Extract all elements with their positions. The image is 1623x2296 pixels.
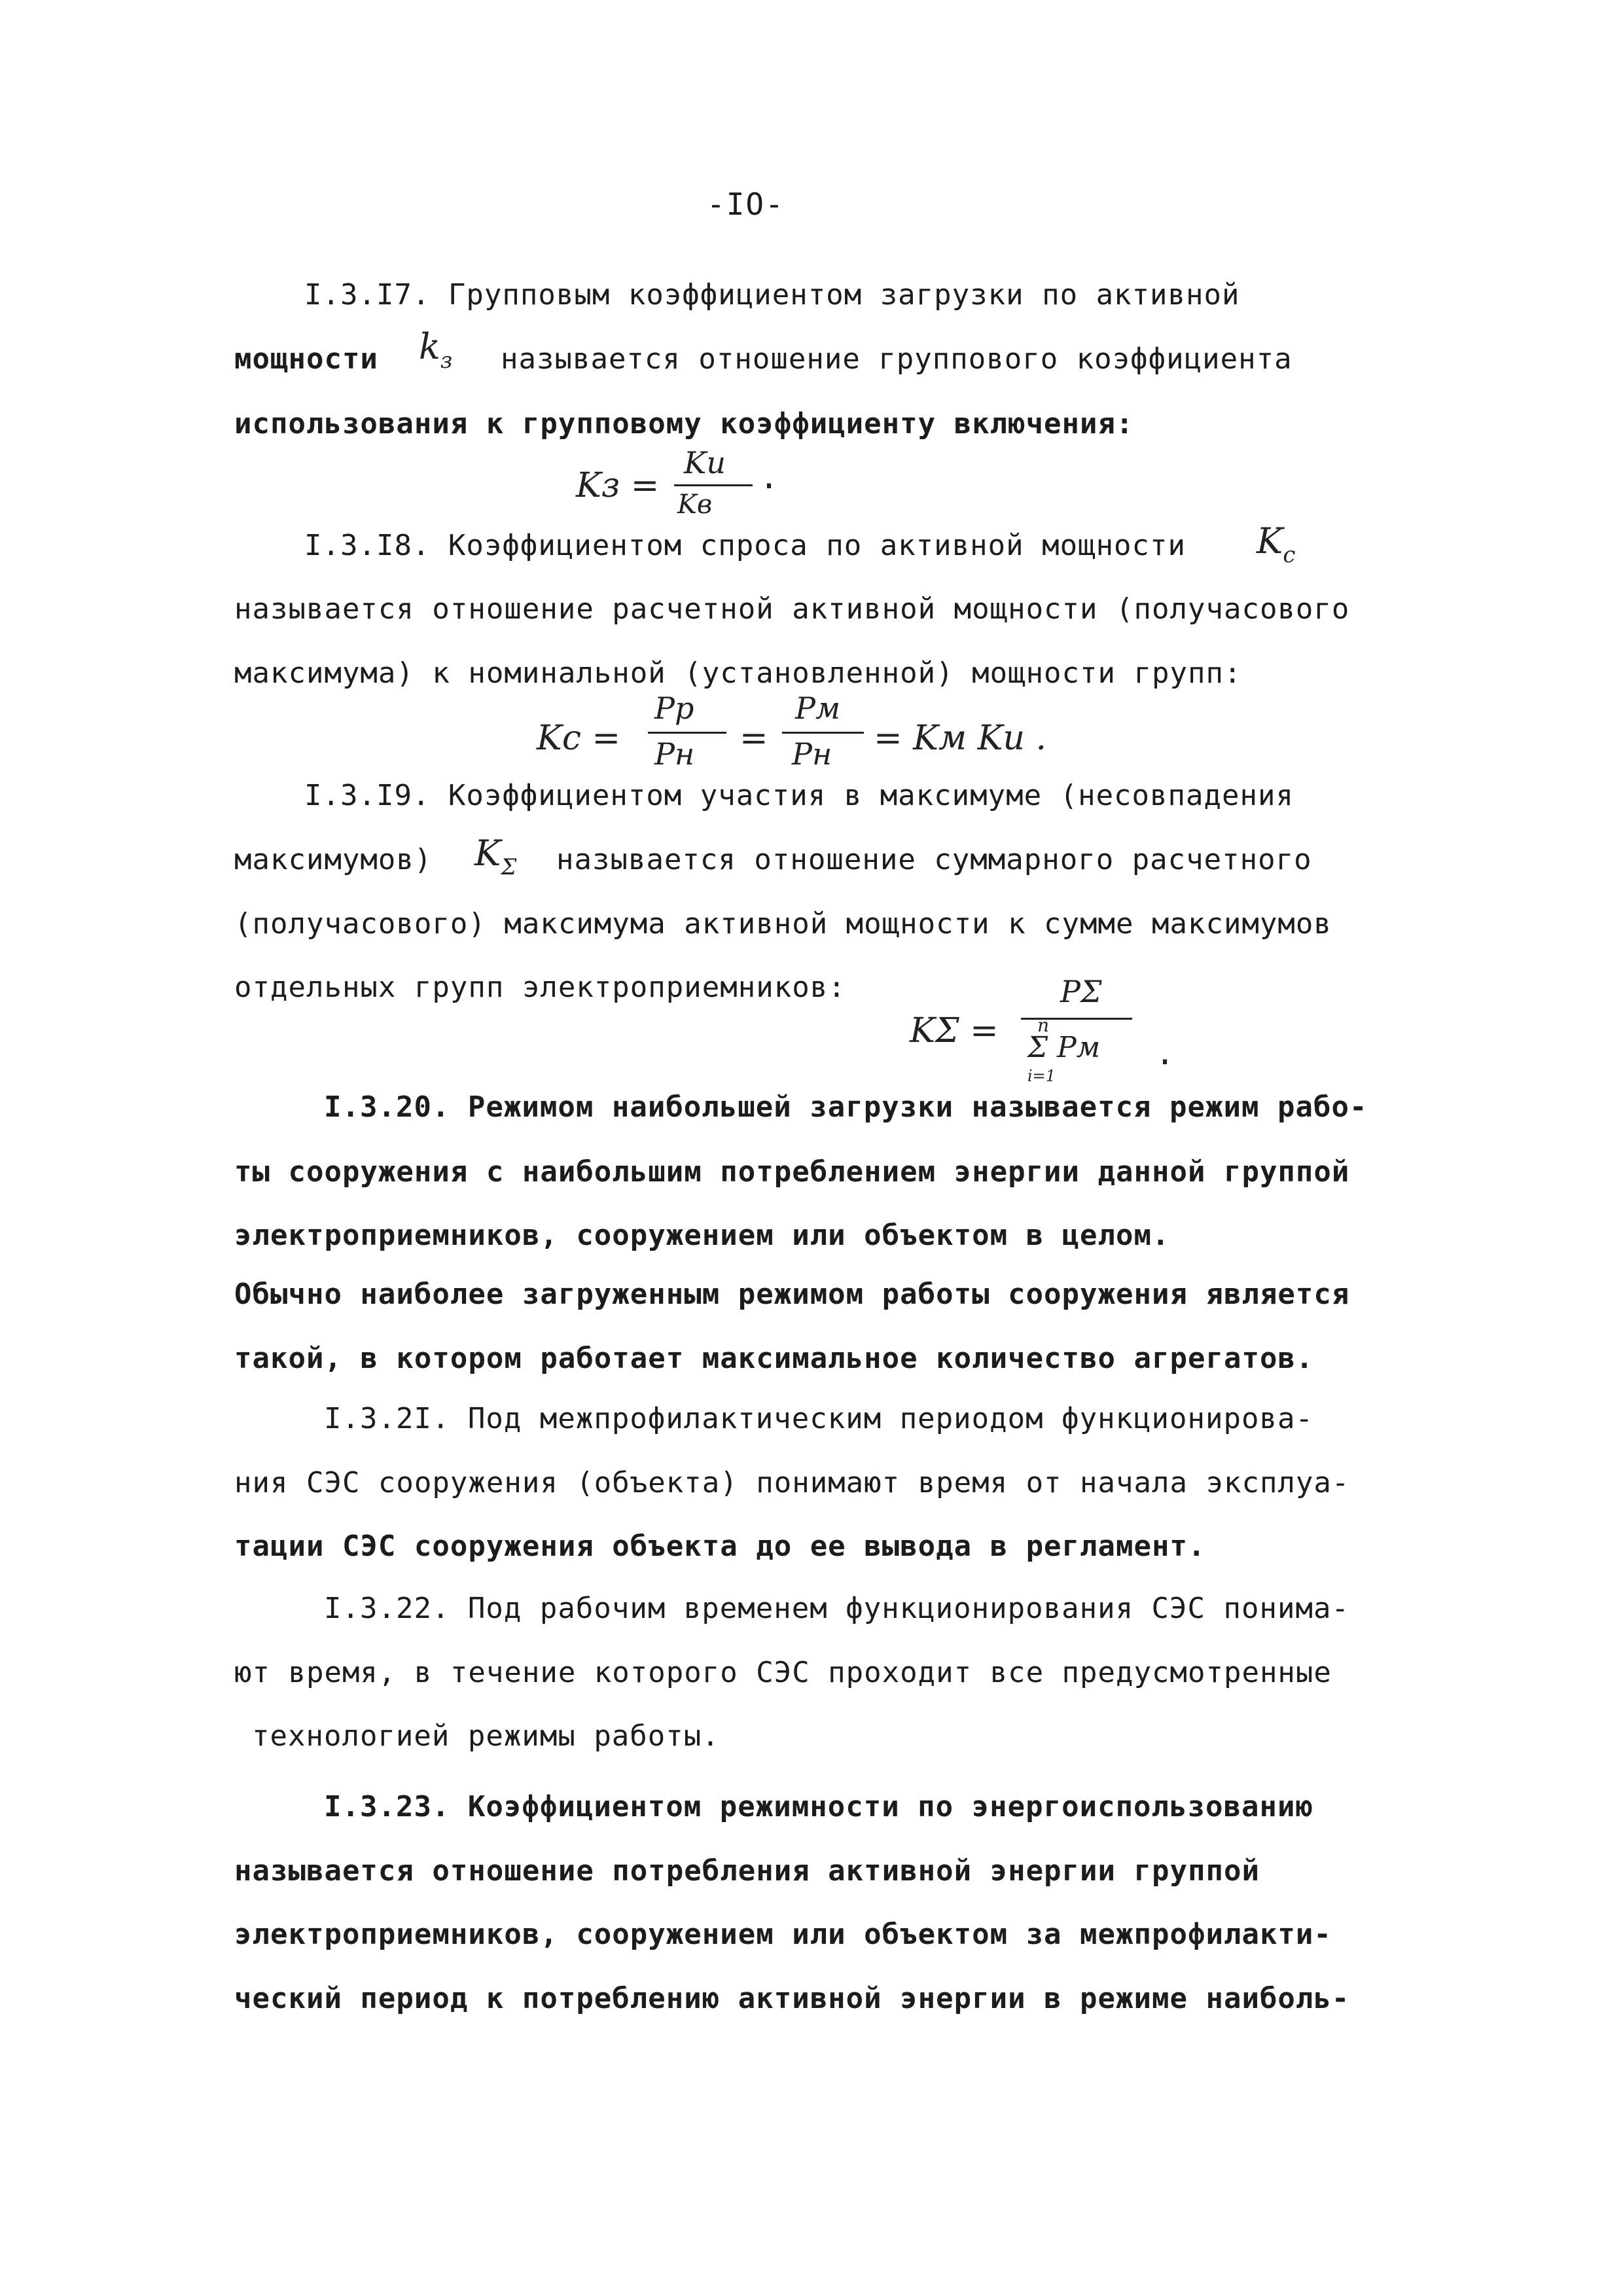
text-line: Обычно наиболее загруженным режимом работы сооружения является: [234, 1278, 1350, 1311]
text-line: называется отношение потребления активной энергии группой: [234, 1854, 1260, 1888]
text-line: технологией режимы работы.: [252, 1719, 720, 1753]
text-line: I.3.23. Коэффициентом режимности по энергоиспользованию: [324, 1790, 1313, 1823]
text-line: I.3.22. Под рабочим временем функционирования СЭС понима-: [324, 1592, 1349, 1625]
text-line: называется отношение группового коэффициента: [501, 342, 1293, 376]
text-line: тации СЭС сооружения объекта до ее вывода в регламент.: [234, 1530, 1206, 1563]
text-line: максимума) к номинальной (установленной) мощности групп:: [234, 656, 1242, 690]
text-line: использования к групповому коэффициенту включения:: [234, 407, 1134, 440]
text-line: называется отношение суммарного расчетного: [556, 843, 1312, 876]
symbol-kz: $k_з$: [419, 326, 453, 374]
text-line: (получасового) максимума активной мощности к сумме максимумов: [234, 907, 1332, 941]
page-number: -IO-: [707, 187, 785, 222]
text-line: ческий период к потреблению активной энергии в режиме наиболь-: [234, 1982, 1350, 2015]
text-line: I.3.I9. Коэффициентом участия в максимуме (несовпадения: [304, 779, 1294, 812]
text-line: такой, в котором работает максимальное количество агрегатов.: [234, 1342, 1314, 1375]
text-line: мощности: [234, 342, 378, 376]
text-line: I.3.I7. Групповым коэффициентом загрузки по активной: [304, 278, 1240, 312]
text-line: называется отношение расчетной активной мощности (получасового: [234, 592, 1350, 626]
document-page: -IO- I.3.I7. Групповым коэффициентом загрузки по активной мощности $k_з$ называется отношение группового коэффициента использования к групповому коэффициенту включения: Kз = Kи Kв . I.3.I8. Коэффициентом спроса по активной мощности $K_c$ называется отношение расчетной активной мощности (получасового максимума) к номинальной (установленной) мощности групп: Kc = Pp Pн = Pм Pн = Kм Kи . I.3.I9. Коэффициентом участия в максимуме (несовпадения максимумов) $K_\Sigma$ называется отношение суммарного расчетного (получасового) максимума активной мощности к сумме максимумов отдельных групп электроприемников: KΣ = PΣ n Σ Pм i=1 . I.3.20. Режимом наибольшей загрузки называется режим рабо- ты сооружения с наибольшим потреблением энергии данной группой электроприемников, сооружением или объектом в целом. Обычно наиболее загруженным режимом работы сооружения является такой, в котором работает максимальное количество агрегатов. I.3.2I. Под межпрофилактическим периодом функционирова- ния СЭС сооружения (объекта) понимают время от начала эксплуа- тации СЭС сооружения объекта до ее вывода в регламент. I.3.22. Под рабочим временем функционирования СЭС понима- ют время, в течение которого СЭС проходит все предусмотренные технологией режимы работы. I.3.23. Коэффициентом режимности по энергоиспользованию называется отношение потребления активной энергии группой электроприемников, сооружением или объектом за межпрофилакти- ческий период к потреблению активной энергии в режиме наиболь-: [234, 187, 1368, 2015]
text-line: ния СЭС сооружения (объекта) понимают время от начала эксплуа-: [234, 1466, 1350, 1499]
text-line: максимумов): [234, 843, 433, 876]
text-line: ты сооружения с наибольшим потреблением энергии данной группой: [234, 1155, 1350, 1189]
symbol-ksigma: $K_\Sigma$: [474, 833, 517, 880]
text-line: электроприемников, сооружением или объектом в целом.: [234, 1219, 1170, 1252]
text-line: отдельных групп электроприемников:: [234, 971, 846, 1004]
text-line: I.3.2I. Под межпрофилактическим периодом функционирова-: [324, 1402, 1313, 1435]
text-line: I.3.I8. Коэффициентом спроса по активной мощности: [304, 529, 1186, 562]
text-line: электроприемников, сооружением или объектом за межпрофилакти-: [234, 1918, 1332, 1951]
text-line: I.3.20. Режимом наибольшей загрузки называется режим рабо-: [324, 1090, 1368, 1124]
symbol-kc: $K_c$: [1257, 520, 1296, 568]
text-line: ют время, в течение которого СЭС проходит все предусмотренные: [234, 1656, 1332, 1689]
